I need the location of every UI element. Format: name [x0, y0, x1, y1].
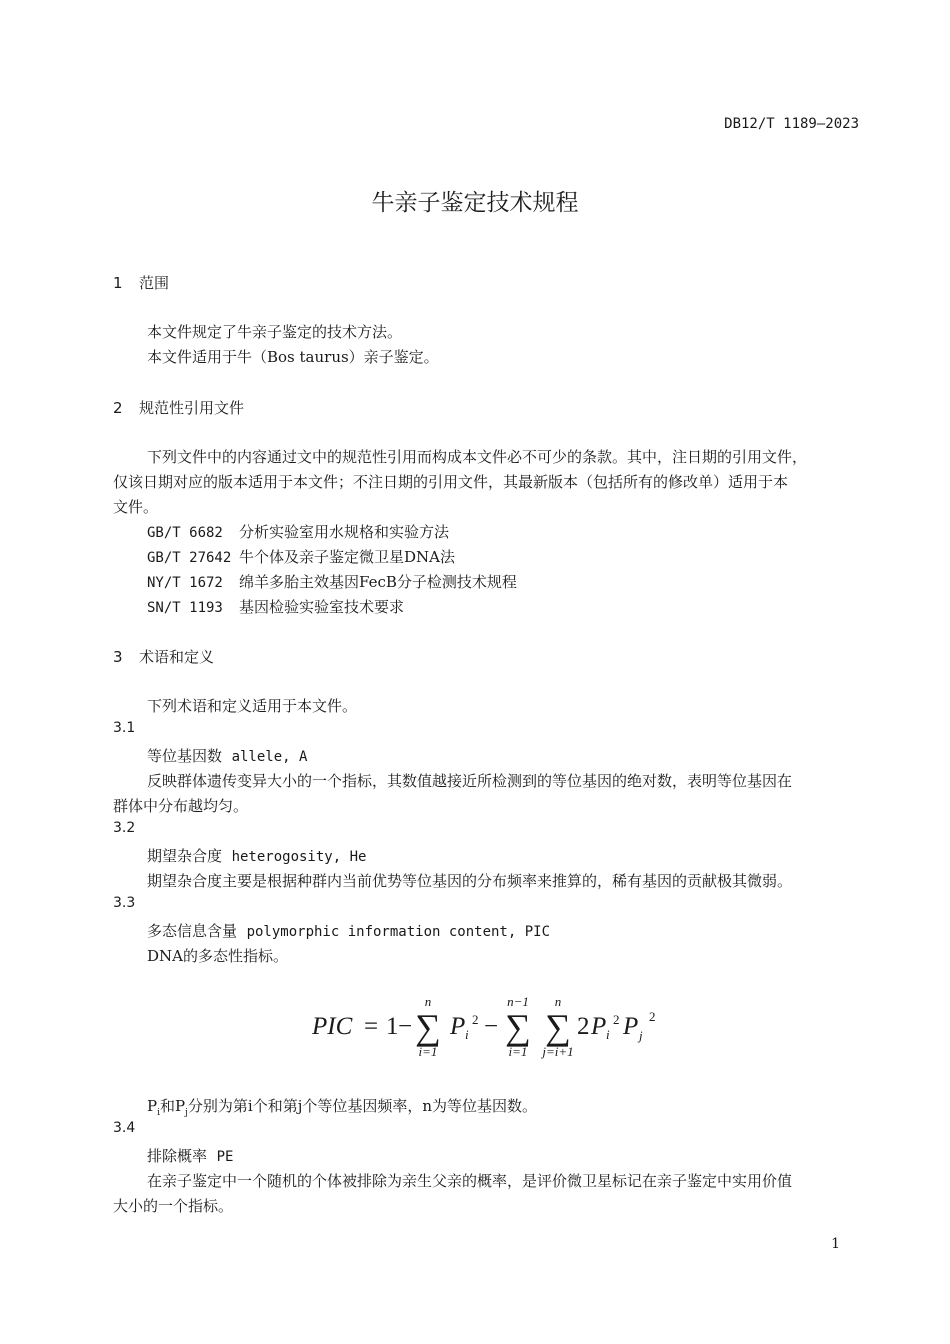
reference-title: 牛个体及亲子鉴定微卫星DNA法 — [239, 548, 455, 566]
term-en: polymorphic information content, PIC — [246, 924, 550, 940]
reference-title: 分析实验室用水规格和实验方法 — [239, 523, 450, 541]
term-definition-line: 群体中分布越均匀。 — [113, 797, 249, 815]
sum2-symbol: ∑ — [505, 1007, 531, 1047]
term-en: PE — [216, 1149, 234, 1165]
sum1-symbol: ∑ — [415, 1007, 441, 1047]
paragraph: 下列文件中的内容通过文中的规范性引用而构成本文件必不可少的条款。其中，注日期的引用文件， — [147, 448, 808, 466]
term-definition: 反映群体遗传变异大小的一个指标，其数值越接近所检测到的等位基因的绝对数，表明等位基因在 — [147, 772, 793, 790]
formula-note — [147, 1095, 537, 1118]
section-title: 规范性引用文件 — [139, 399, 245, 417]
term-zh: 多态信息含量 — [147, 922, 238, 940]
term-definition: 在亲子鉴定中一个随机的个体被排除为亲生父亲的概率，是评价微卫星标记在亲子鉴定中实用价值 — [147, 1172, 793, 1190]
sum1-lower: i=1 — [418, 1044, 438, 1059]
paragraph-line: 仅该日期对应的版本适用于本文件；不注日期的引用文件，其最新版本（包括所有的修改单）适用于本 — [113, 473, 789, 491]
section-number: 3 — [113, 648, 123, 666]
note-text: 分别为第i个和第j个等位基因频率，n为等位基因数。 — [187, 1097, 538, 1115]
document-title: 牛亲子鉴定技术规程 — [371, 190, 579, 216]
formula-equals: = — [364, 1013, 379, 1040]
formula-sub-i: i — [606, 1027, 610, 1042]
term-zh: 等位基因数 — [147, 747, 223, 765]
section-heading-1 — [113, 272, 169, 293]
sum3-lower: j=i+1 — [542, 1044, 574, 1059]
term-number: 3.3 — [113, 895, 136, 911]
term-zh: 期望杂合度 — [147, 847, 223, 865]
section-number: 2 — [113, 399, 123, 417]
formula-sub-j: j — [639, 1028, 643, 1043]
sum1-upper: n — [424, 994, 432, 1009]
pic-formula — [312, 990, 692, 1070]
paragraph: 下列术语和定义适用于本文件。 — [147, 697, 358, 715]
reference-title: 绵羊多胎主效基因FecB分子检测技术规程 — [239, 573, 517, 591]
formula-minus: − — [398, 1013, 413, 1040]
formula-one: 1 — [386, 1013, 399, 1040]
document-number: DB12/T 1189—2023 — [724, 116, 859, 132]
note-p: P — [147, 1097, 158, 1115]
term-number: 3.4 — [113, 1120, 136, 1136]
section-number: 1 — [113, 274, 123, 292]
sum3-upper: n — [554, 994, 562, 1009]
term-title — [147, 845, 366, 866]
sum2-upper: n−1 — [507, 994, 529, 1009]
formula-minus: − — [484, 1013, 499, 1040]
term-definition: DNA的多态性指标。 — [147, 947, 288, 965]
formula-P: P — [623, 1013, 639, 1040]
formula-lhs: PIC — [312, 1013, 353, 1040]
term-title — [147, 745, 307, 766]
note-sub-j: j — [185, 1108, 188, 1118]
reference-item — [147, 571, 517, 592]
reference-code: SN/T 1193 — [147, 600, 223, 616]
term-number: 3.1 — [113, 720, 136, 736]
term-definition-line: 大小的一个指标。 — [113, 1197, 234, 1215]
reference-title: 基因检验实验室技术要求 — [239, 598, 405, 616]
term-zh: 排除概率 — [147, 1147, 208, 1165]
reference-item — [147, 521, 449, 542]
sum3-symbol: ∑ — [545, 1007, 571, 1047]
formula-P: P — [450, 1013, 466, 1040]
formula-sup-2: 2 — [649, 1009, 656, 1024]
section-title: 范围 — [139, 274, 170, 292]
page-number: 1 — [831, 1236, 840, 1252]
term-title — [147, 920, 550, 941]
reference-item — [147, 596, 404, 617]
term-en: heterogosity, He — [231, 849, 367, 865]
formula-sup-2: 2 — [472, 1012, 479, 1027]
formula-sup-2: 2 — [613, 1012, 620, 1027]
section-heading-2 — [113, 397, 244, 418]
paragraph: 本文件规定了牛亲子鉴定的技术方法。 — [147, 323, 403, 341]
formula-sub-i: i — [465, 1027, 469, 1042]
formula-two: 2 — [577, 1013, 590, 1040]
term-en: allele, A — [231, 749, 308, 765]
paragraph-line: 文件。 — [113, 498, 159, 516]
paragraph: 本文件适用于牛（Bos taurus）亲子鉴定。 — [147, 348, 439, 366]
note-sub-i: i — [157, 1108, 160, 1118]
section-heading-3 — [113, 646, 214, 667]
note-p: P — [175, 1097, 186, 1115]
term-definition: 期望杂合度主要是根据种群内当前优势等位基因的分布频率来推算的，稀有基因的贡献极其微弱。 — [147, 872, 793, 890]
reference-item — [147, 546, 455, 567]
term-number: 3.2 — [113, 820, 136, 836]
reference-code: GB/T 6682 — [147, 525, 223, 541]
reference-code: NY/T 1672 — [147, 575, 223, 591]
formula-P: P — [591, 1013, 607, 1040]
note-and: 和 — [159, 1097, 175, 1115]
section-title: 术语和定义 — [139, 648, 215, 666]
reference-code: GB/T 27642 — [147, 550, 232, 566]
sum2-lower: i=1 — [508, 1044, 528, 1059]
term-title — [147, 1145, 233, 1166]
